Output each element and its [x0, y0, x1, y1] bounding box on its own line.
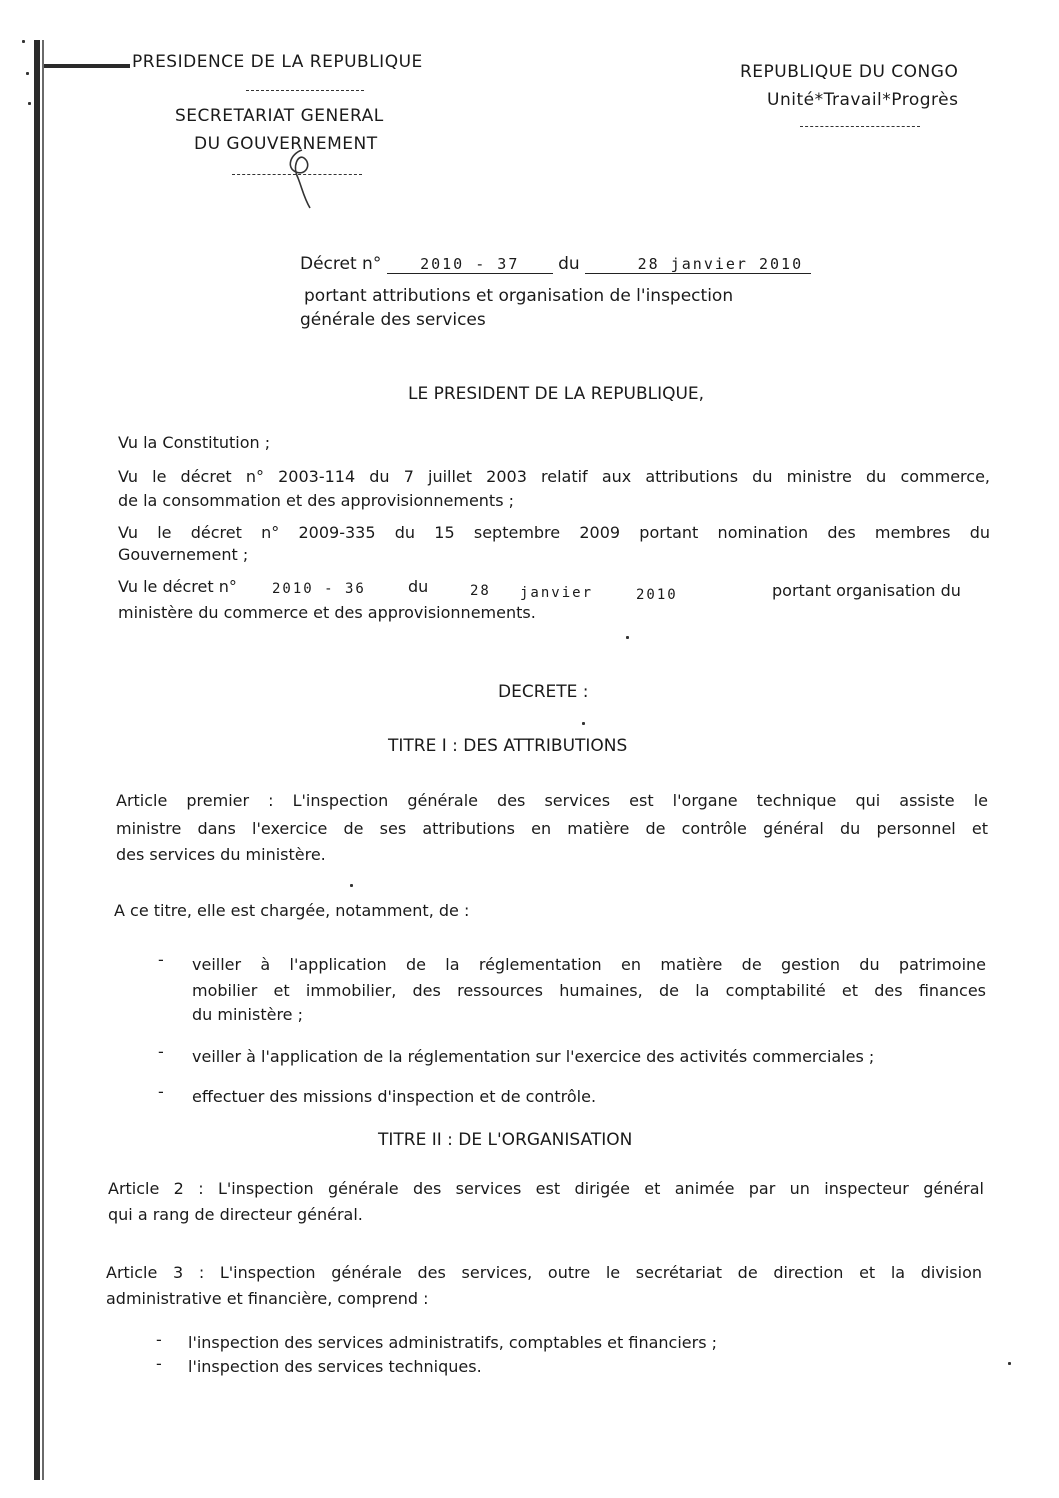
header-secretariat: SECRETARIAT GENERAL — [175, 106, 384, 126]
scan-speck — [626, 636, 629, 639]
vu-decret-2010-year: 2010 — [636, 587, 678, 603]
vu-constitution: Vu la Constitution ; — [118, 433, 271, 452]
article-1-line3: des services du ministère. — [116, 845, 326, 864]
header-presidence: PRESIDENCE DE LA REPUBLIQUE — [132, 52, 423, 72]
header-divider-right — [800, 126, 920, 127]
charge-item-2: veiller à l'application de la réglementation sur l'exercice des activités commerciales ; — [192, 1047, 875, 1066]
scan-edge-inner — [42, 40, 44, 1480]
vu-decret-2010-du: du — [408, 577, 429, 596]
president-heading: LE PRESIDENT DE LA REPUBLIQUE, — [408, 384, 705, 404]
vu-decret-2009-cont: Gouvernement ; — [118, 545, 249, 564]
handwritten-mark — [282, 142, 324, 214]
scan-speck — [350, 884, 353, 887]
scan-speck — [28, 102, 31, 105]
section-item-2: l'inspection des services techniques. — [188, 1357, 482, 1376]
decree-subject-line1: portant attributions et organisation de l'inspection — [304, 286, 734, 306]
article-1-line2: ministre dans l'exercice de ses attributions en matière de contrôle général du personnel et — [116, 819, 988, 838]
scan-edge-top — [44, 64, 130, 68]
vu-decret-2003-cont: de la consommation et des approvisionnements ; — [118, 491, 515, 510]
bullet-dash: - — [156, 1330, 162, 1349]
charge-intro: A ce titre, elle est chargée, notamment, de : — [114, 901, 470, 920]
scan-speck — [582, 722, 585, 725]
scan-speck — [26, 72, 29, 75]
charge-item-1-line2: mobilier et immobilier, des ressources humaines, de la comptabilité et des finances — [192, 981, 986, 1000]
header-divider-left-1 — [246, 90, 364, 91]
scan-speck — [1008, 1362, 1011, 1365]
vu-decret-2010-month: janvier — [520, 585, 594, 601]
article-1-line1: Article premier : L'inspection générale des services est l'organe technique qui assiste le — [116, 791, 988, 810]
article-3-line2: administrative et financière, comprend : — [106, 1289, 429, 1308]
decree-date: 28 janvier 2010 — [585, 255, 811, 274]
bullet-dash: - — [156, 1354, 162, 1373]
bullet-dash: - — [158, 950, 164, 969]
vu-decret-2010-cont: ministère du commerce et des approvisionnements. — [118, 603, 536, 622]
decree-subject-line2: générale des services — [300, 310, 486, 330]
vu-decret-2010-number: 2010 - 36 — [272, 581, 366, 597]
section-item-1: l'inspection des services administratifs, comptables et financiers ; — [188, 1333, 717, 1352]
decrete-heading: DECRETE : — [498, 682, 589, 702]
bullet-dash: - — [158, 1082, 164, 1101]
titre-1-heading: TITRE I : DES ATTRIBUTIONS — [388, 736, 628, 756]
vu-decret-2009: Vu le décret n° 2009-335 du 15 septembre 2009 portant nomination des membres du — [118, 523, 990, 542]
article-3-line1: Article 3 : L'inspection générale des services, outre le secrétariat de direction et la division — [106, 1263, 982, 1282]
header-motto: Unité*Travail*Progrès — [767, 90, 959, 110]
vu-decret-2010-suffix: portant organisation du — [772, 581, 961, 600]
bullet-dash: - — [158, 1042, 164, 1061]
scan-speck — [22, 40, 25, 43]
scan-edge — [34, 40, 40, 1480]
article-2-line2: qui a rang de directeur général. — [108, 1205, 363, 1224]
header-republique: REPUBLIQUE DU CONGO — [740, 62, 959, 82]
decree-heading — [300, 254, 811, 274]
vu-decret-2003: Vu le décret n° 2003-114 du 7 juillet 2003 relatif aux attributions du ministre du commerce, — [118, 467, 990, 486]
charge-item-1-line1: veiller à l'application de la réglementation en matière de gestion du patrimoine — [192, 955, 986, 974]
vu-decret-2010-prefix: Vu le décret n° — [118, 577, 237, 596]
article-2-line1: Article 2 : L'inspection générale des services est dirigée et animée par un inspecteur général — [108, 1179, 984, 1198]
charge-item-3: effectuer des missions d'inspection et de contrôle. — [192, 1087, 597, 1106]
decree-number: 2010 - 37 — [387, 255, 553, 274]
header-gouvernement: DU GOUVERNEMENT — [194, 134, 378, 154]
decree-du: du — [558, 254, 580, 274]
titre-2-heading: TITRE II : DE L'ORGANISATION — [378, 1130, 633, 1150]
decree-prefix: Décret n° — [300, 254, 382, 274]
vu-decret-2010-day: 28 — [470, 583, 491, 599]
charge-item-1-line3: du ministère ; — [192, 1005, 303, 1024]
